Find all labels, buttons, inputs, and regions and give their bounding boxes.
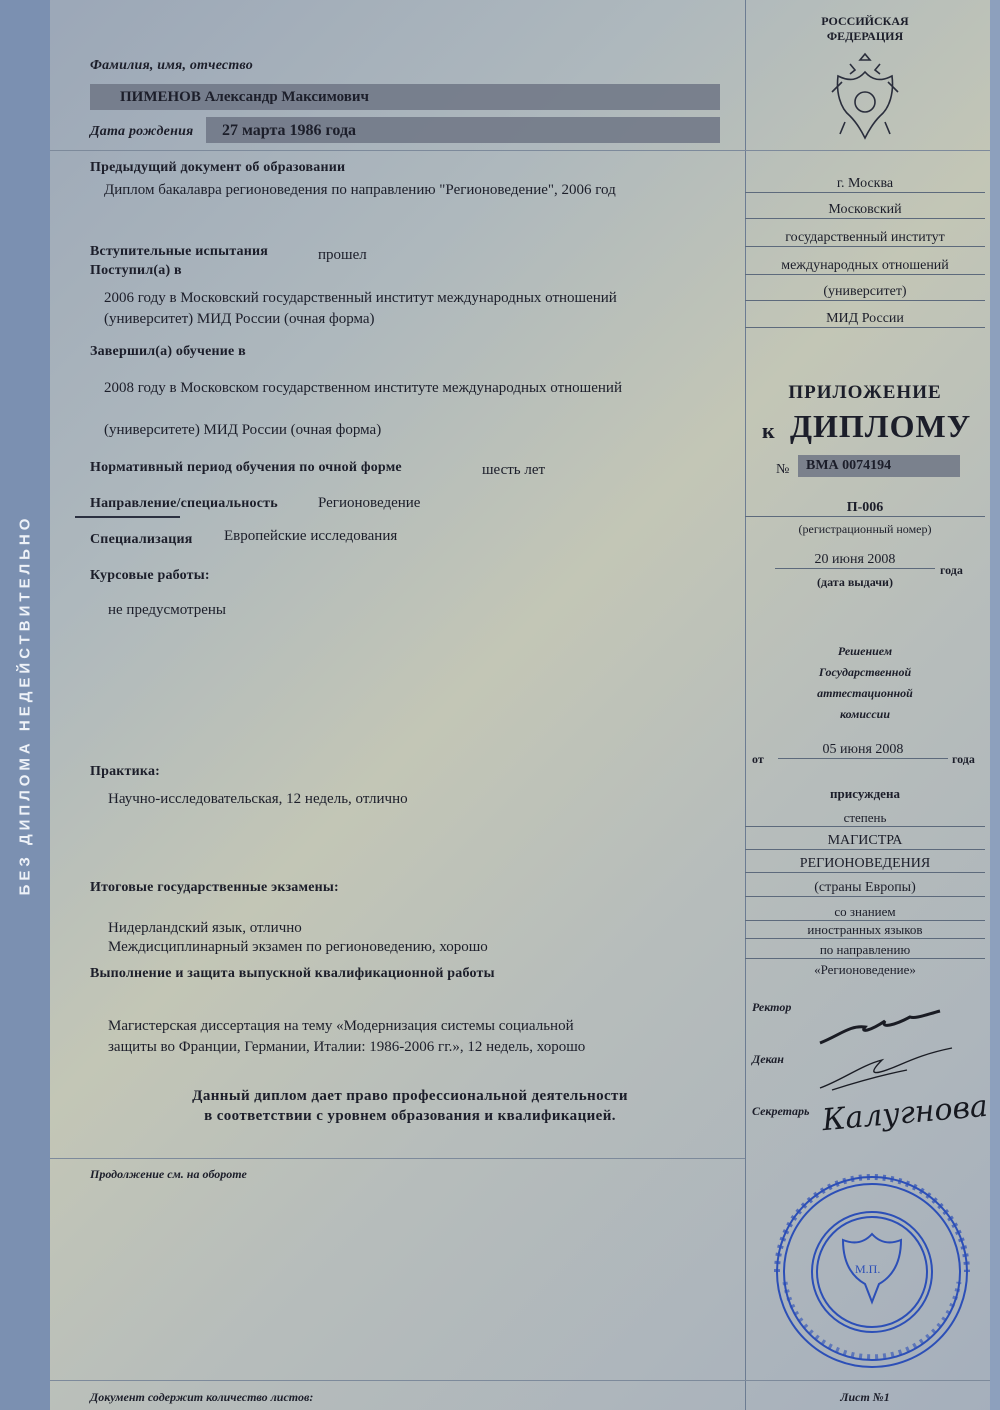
number-label: № [776, 462, 790, 477]
official-seal [765, 1172, 980, 1372]
diploma-title: ДИПЛОМУ [790, 408, 972, 444]
issue-caption: (дата выдачи) [817, 575, 893, 589]
coursework-label: Курсовые работы: [90, 568, 210, 583]
enrolled-line-1: 2006 году в Московский государственный институт международных отношений [104, 290, 617, 306]
enrolled-label: Поступил(а) в [90, 263, 182, 278]
institution-line-2: государственный институт [745, 230, 985, 247]
country-line-2: ФЕДЕРАЦИЯ [826, 29, 904, 43]
awarded: присуждена [830, 786, 900, 801]
issue-date: 20 июня 2008 [775, 552, 935, 569]
dean-signature [812, 1040, 962, 1095]
sheets-note: Документ содержит количество листов: [90, 1390, 314, 1404]
secretary-label: Секретарь [752, 1104, 810, 1118]
practice-label: Практика: [90, 764, 161, 779]
language-line-3: по направлению [745, 942, 985, 959]
decision-line-3: аттестационной [817, 686, 913, 700]
right-security-band [990, 0, 1000, 1410]
dob-label: Дата рождения [90, 124, 194, 139]
fio-value: ПИМЕНОВ Александр Максимович [120, 89, 370, 105]
issue-suffix: года [940, 563, 963, 577]
from-date: 05 июня 2008 [778, 742, 948, 759]
from-suffix: года [952, 752, 975, 766]
from-label: от [752, 752, 764, 766]
dob-value: 27 марта 1986 года [222, 122, 357, 139]
number-value: ВМА 0074194 [806, 458, 892, 473]
institution-line-1: Московский [745, 202, 985, 219]
period-value: шесть лет [482, 462, 546, 478]
language-line-4: «Регионоведение» [814, 962, 916, 977]
language-line-2: иностранных языков [745, 922, 985, 939]
side-band-text: БЕЗ ДИПЛОМА НЕДЕЙСТВИТЕЛЬНО [16, 514, 34, 896]
supplement-title: ПРИЛОЖЕНИЕ [788, 382, 942, 403]
divider-line [50, 1158, 745, 1159]
divider-line [50, 1380, 990, 1381]
finished-line-1: 2008 году в Московском государственном институте международных отношений [104, 380, 622, 396]
ink-underline [75, 516, 180, 518]
thesis-label: Выполнение и защита выпускной квалификационной работы [90, 966, 495, 981]
rector-label: Ректор [752, 1000, 792, 1014]
specialization-value: Европейские исследования [224, 528, 398, 544]
registration-number: П-006 [745, 500, 985, 517]
secretary-signature: Калугнова [820, 1088, 990, 1139]
country-line-1: РОССИЙСКАЯ [821, 14, 909, 28]
decision-line-1: Решением [837, 644, 893, 658]
institution-line-3: международных отношений [745, 258, 985, 275]
finished-label: Завершил(а) обучение в [90, 344, 246, 359]
institution-line-5: МИД России [745, 311, 985, 328]
degree-line-1: МАГИСТРА [745, 833, 985, 850]
sheet-number: Лист №1 [840, 1390, 890, 1404]
decision-line-4: комиссии [839, 707, 891, 721]
entrance-label: Вступительные испытания [90, 244, 269, 259]
coat-of-arms-emblem [820, 52, 910, 147]
rights-line-1: Данный диплом дает право профессиональной деятельности [192, 1088, 628, 1104]
direction-value: Регионоведение [318, 495, 421, 511]
registration-caption: (регистрационный номер) [798, 522, 932, 536]
period-label: Нормативный период обучения по очной форме [90, 460, 402, 475]
left-security-band [0, 0, 50, 1410]
prev-doc-label: Предыдущий документ об образовании [90, 160, 346, 175]
divider-line [50, 150, 990, 151]
coursework-value: не предусмотрены [108, 602, 227, 618]
seal-text: М.П. [855, 1262, 881, 1276]
language-line-1: со знанием [745, 904, 985, 921]
specialization-label: Специализация [90, 532, 193, 547]
exams-label: Итоговые государственные экзамены: [90, 880, 339, 895]
dean-label: Декан [752, 1052, 784, 1066]
thesis-line-2: защиты во Франции, Германии, Италии: 1986-2006 гг.», 12 недель, хорошо [108, 1039, 586, 1055]
fio-label: Фамилия, имя, отчество [90, 58, 253, 73]
degree-line-2: РЕГИОНОВЕДЕНИЯ [745, 856, 985, 873]
exam-1: Нидерландский язык, отлично [108, 920, 302, 936]
rights-line-2: в соответствии с уровнем образования и квалификацией. [204, 1108, 616, 1124]
degree-line-3: (страны Европы) [745, 880, 985, 897]
institution-line-4: (университет) [745, 284, 985, 301]
continued-note: Продолжение см. на обороте [90, 1167, 247, 1181]
direction-label: Направление/специальность [90, 496, 278, 511]
decision-line-2: Государственной [818, 665, 912, 679]
exam-2: Междисциплинарный экзамен по регионоведению, хорошо [108, 939, 488, 955]
entrance-value: прошел [318, 247, 367, 263]
city: г. Москва [745, 176, 985, 193]
title-prefix: к [762, 418, 775, 443]
finished-line-2: (университете) МИД России (очная форма) [104, 422, 382, 438]
enrolled-line-2: (университет) МИД России (очная форма) [104, 311, 375, 327]
prev-doc-value: Диплом бакалавра регионоведения по направлению "Регионоведение", 2006 год [104, 182, 616, 198]
thesis-line-1: Магистерская диссертация на тему «Модернизация системы социальной [108, 1018, 574, 1034]
degree-word: степень [745, 810, 985, 827]
practice-value: Научно-исследовательская, 12 недель, отлично [108, 791, 408, 807]
